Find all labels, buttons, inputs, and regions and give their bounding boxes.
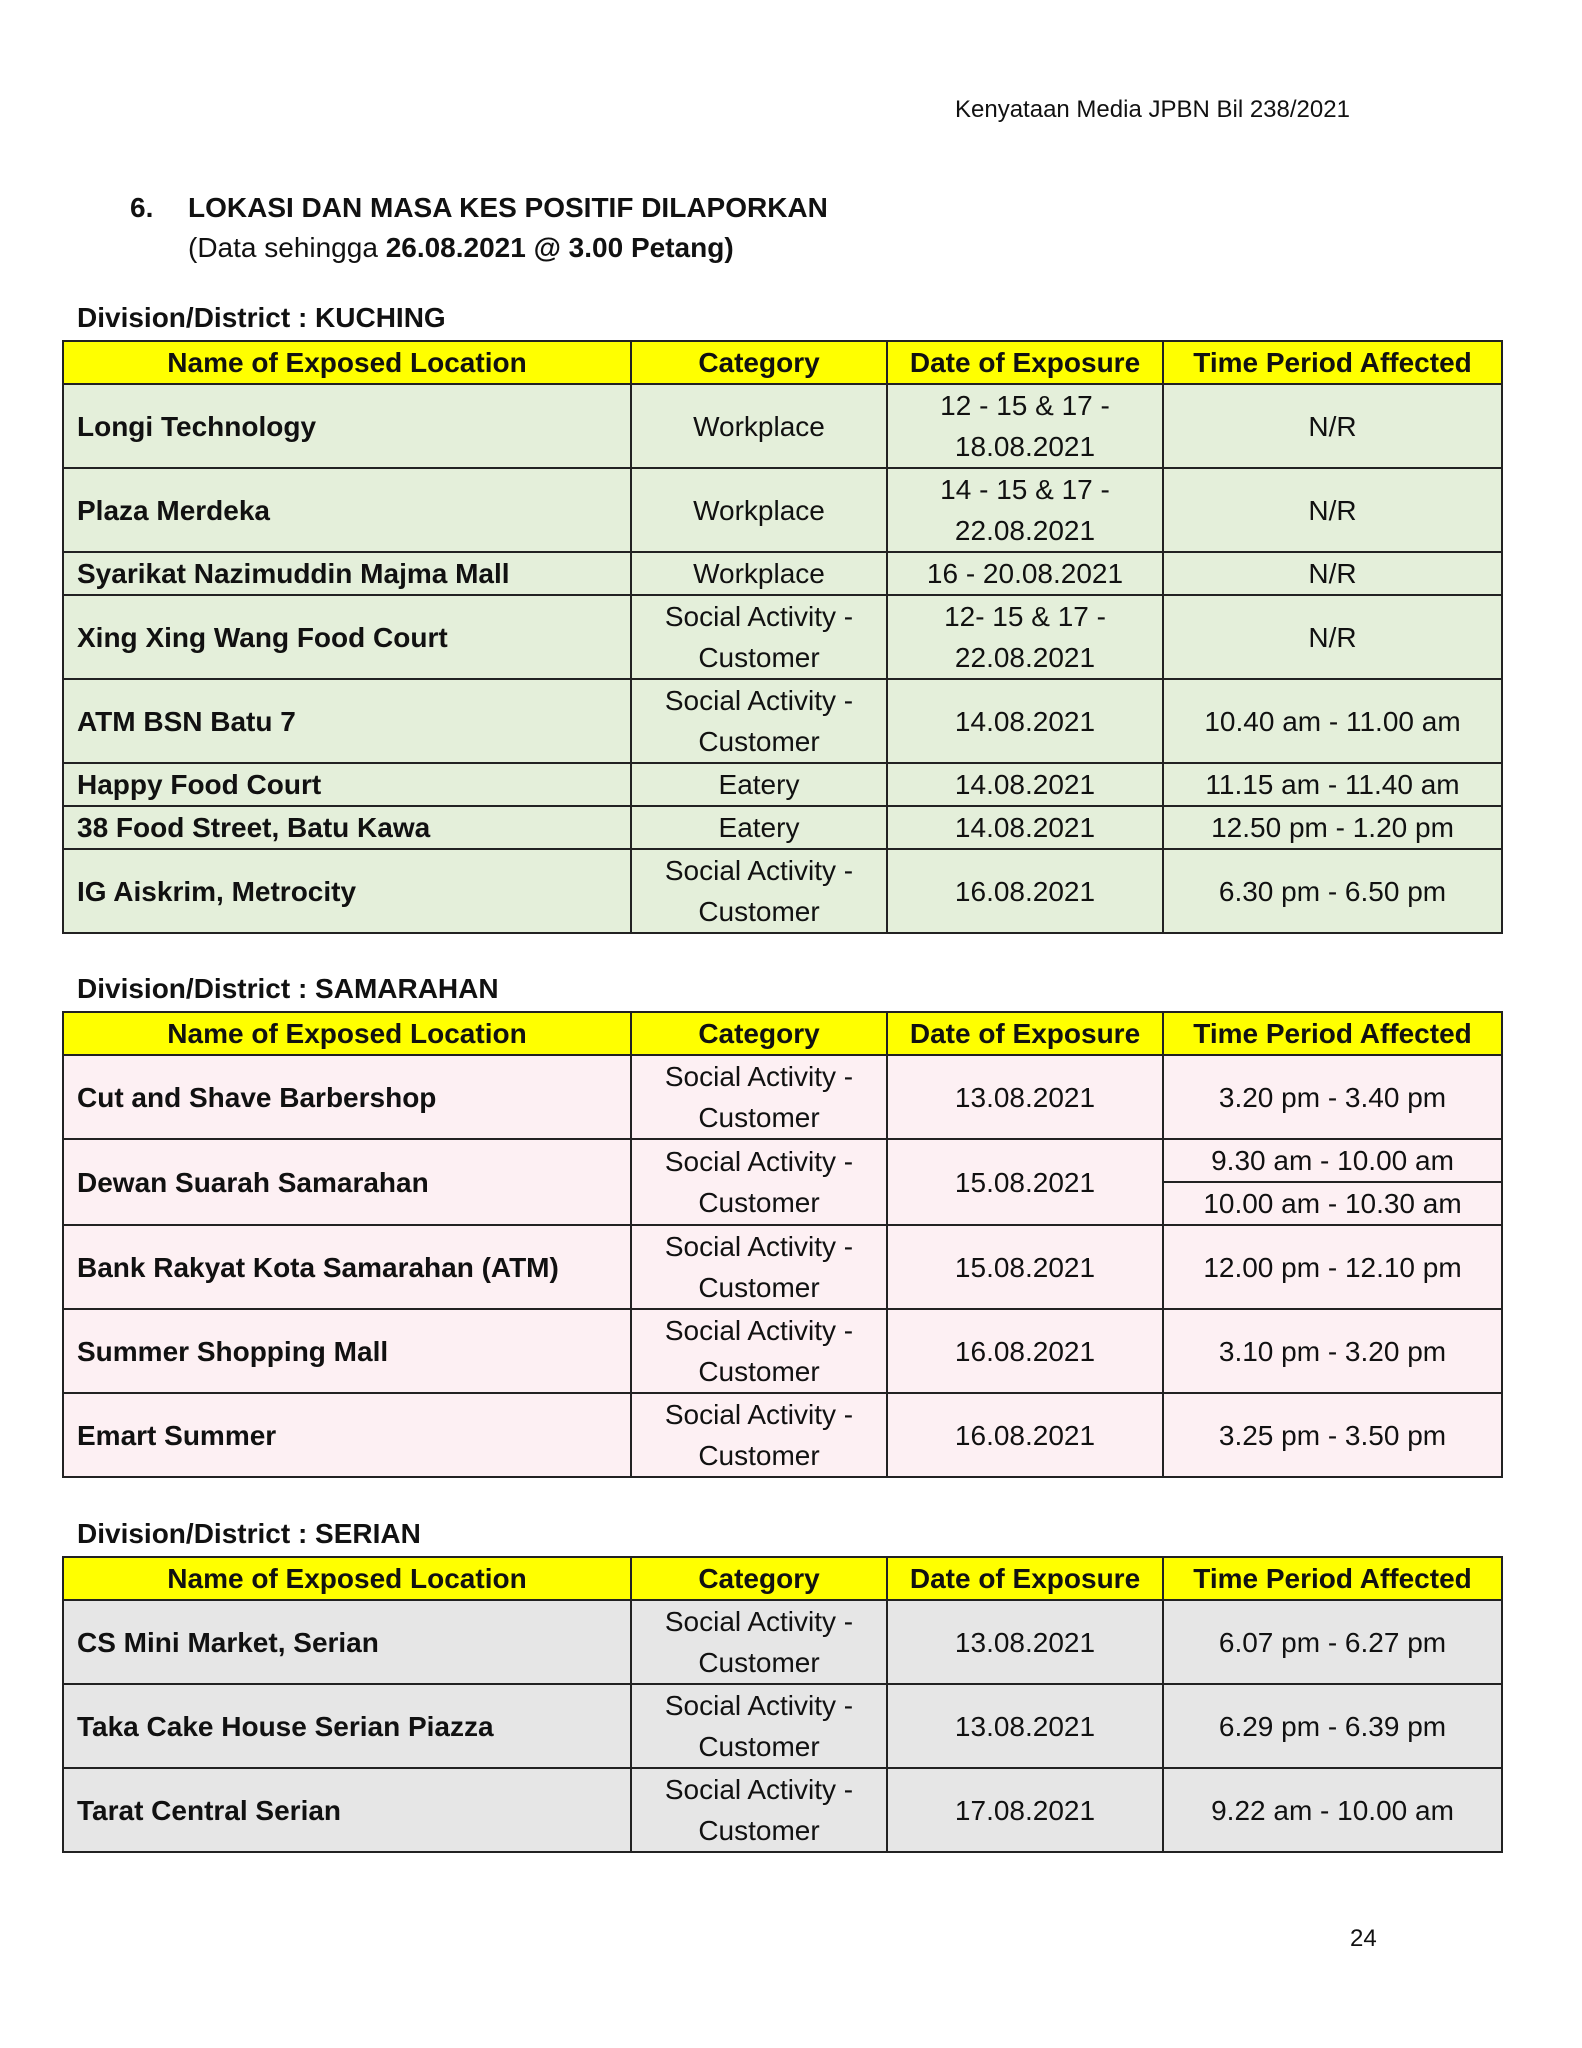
time-period-cell: 11.15 am - 11.40 am	[1163, 763, 1502, 806]
category-text: Social Activity -	[664, 1399, 854, 1430]
column-header-time: Time Period Affected	[1163, 1557, 1502, 1600]
column-header-category: Category	[631, 1012, 887, 1055]
category-cell	[631, 1684, 887, 1768]
date-text: 16.08.2021	[954, 875, 1096, 907]
date-cell	[887, 1309, 1163, 1393]
table-row	[63, 384, 1502, 468]
category-text: Workplace	[693, 410, 825, 442]
location-name-cell: Tarat Central Serian	[63, 1768, 631, 1852]
section-subtitle	[188, 232, 734, 264]
serian-table	[62, 1556, 1503, 1853]
date-cell	[887, 763, 1163, 806]
date-text: 16 - 20.08.2021	[926, 558, 1124, 589]
table-row	[63, 1768, 1502, 1852]
category-cell	[631, 1139, 887, 1225]
date-cell	[887, 1768, 1163, 1852]
date-text: 14 - 15 & 17 -	[940, 474, 1110, 505]
table-row	[63, 849, 1502, 933]
location-name-cell: Plaza Merdeka	[63, 468, 631, 552]
time-period-cell: N/R	[1163, 552, 1502, 595]
date-cell	[887, 1055, 1163, 1139]
location-name-cell: Emart Summer	[63, 1393, 631, 1477]
date-cell	[887, 595, 1163, 679]
district-heading-serian: Division/District : SERIAN	[77, 1518, 421, 1549]
date-text: 16.08.2021	[954, 1335, 1096, 1367]
category-text: Customer	[698, 1440, 820, 1471]
column-header-category: Category	[631, 1557, 887, 1600]
date-text: 12- 15 & 17 -	[944, 601, 1106, 632]
time-period-cell: 3.10 pm - 3.20 pm	[1163, 1309, 1502, 1393]
category-text: Social Activity -	[664, 1146, 854, 1177]
table-row	[63, 1225, 1502, 1309]
category-text: Social Activity -	[664, 1690, 854, 1721]
section-title-text: LOKASI DAN MASA KES POSITIF DILAPORKAN	[188, 192, 828, 223]
samarahan-table	[62, 1011, 1503, 1478]
date-cell	[887, 552, 1163, 595]
table-row	[63, 763, 1502, 806]
time-period-cell: 10.40 am - 11.00 am	[1163, 679, 1502, 763]
date-text: 14.08.2021	[954, 705, 1096, 737]
category-cell	[631, 1600, 887, 1684]
date-cell	[887, 1393, 1163, 1477]
category-text: Customer	[698, 1102, 820, 1133]
location-name-cell: IG Aiskrim, Metrocity	[63, 849, 631, 933]
date-cell	[887, 1684, 1163, 1768]
category-text: Social Activity -	[664, 1606, 854, 1637]
location-name-cell: Dewan Suarah Samarahan	[63, 1139, 631, 1225]
date-text: 22.08.2021	[954, 515, 1096, 546]
category-cell	[631, 468, 887, 552]
category-text: Customer	[698, 896, 820, 927]
column-header-date: Date of Exposure	[887, 1012, 1163, 1055]
table-row	[63, 468, 1502, 552]
date-text: 17.08.2021	[954, 1794, 1096, 1826]
category-text: Eatery	[718, 812, 800, 843]
date-text: 16.08.2021	[954, 1419, 1096, 1451]
time-period-cell: 9.22 am - 10.00 am	[1163, 1768, 1502, 1852]
date-text: 14.08.2021	[954, 769, 1096, 800]
location-name-cell: CS Mini Market, Serian	[63, 1600, 631, 1684]
date-cell	[887, 384, 1163, 468]
location-name-cell: Taka Cake House Serian Piazza	[63, 1684, 631, 1768]
category-text: Eatery	[718, 769, 800, 800]
location-name-cell: Xing Xing Wang Food Court	[63, 595, 631, 679]
date-cell	[887, 849, 1163, 933]
location-name-cell: 38 Food Street, Batu Kawa	[63, 806, 631, 849]
table-header-row	[63, 1012, 1502, 1055]
date-cell	[887, 1139, 1163, 1225]
location-name-cell: Summer Shopping Mall	[63, 1309, 631, 1393]
category-text: Social Activity -	[664, 685, 854, 716]
table-row	[63, 595, 1502, 679]
location-name-cell: Cut and Shave Barbershop	[63, 1055, 631, 1139]
column-header-date: Date of Exposure	[887, 341, 1163, 384]
date-cell	[887, 468, 1163, 552]
category-cell	[631, 849, 887, 933]
time-period-cell: N/R	[1163, 468, 1502, 552]
date-cell	[887, 679, 1163, 763]
date-text: 15.08.2021	[954, 1166, 1096, 1198]
table-row	[63, 1309, 1502, 1393]
kuching-table	[62, 340, 1503, 934]
category-text: Social Activity -	[664, 1315, 854, 1346]
location-name-cell: ATM BSN Batu 7	[63, 679, 631, 763]
time-period-cell: 12.50 pm - 1.20 pm	[1163, 806, 1502, 849]
date-cell	[887, 806, 1163, 849]
column-header-location: Name of Exposed Location	[63, 1557, 631, 1600]
date-cell	[887, 1225, 1163, 1309]
category-text: Social Activity -	[664, 1231, 854, 1262]
column-header-location: Name of Exposed Location	[63, 341, 631, 384]
date-text: 13.08.2021	[954, 1710, 1096, 1742]
date-text: 12 - 15 & 17 -	[940, 390, 1110, 421]
table-header-row	[63, 1557, 1502, 1600]
column-header-location: Name of Exposed Location	[63, 1012, 631, 1055]
category-text: Customer	[698, 1272, 820, 1303]
column-header-time: Time Period Affected	[1163, 341, 1502, 384]
category-cell	[631, 595, 887, 679]
category-cell	[631, 384, 887, 468]
category-text: Workplace	[693, 558, 825, 589]
category-text: Customer	[698, 642, 820, 673]
category-text: Customer	[698, 1815, 820, 1846]
column-header-time: Time Period Affected	[1163, 1012, 1502, 1055]
table-row	[63, 679, 1502, 763]
category-text: Social Activity -	[664, 855, 854, 886]
time-period-cell: N/R	[1163, 384, 1502, 468]
category-text: Customer	[698, 1647, 820, 1678]
time-period-cell: N/R	[1163, 595, 1502, 679]
district-heading-samarahan: Division/District : SAMARAHAN	[77, 973, 499, 1004]
time-period-cell: 9.30 am - 10.00 am	[1163, 1139, 1502, 1182]
category-cell	[631, 1225, 887, 1309]
table-row	[63, 1139, 1502, 1182]
page-number: 24	[1350, 1925, 1377, 1952]
time-period-cell: 3.20 pm - 3.40 pm	[1163, 1055, 1502, 1139]
time-period-cell: 10.00 am - 10.30 am	[1163, 1182, 1502, 1225]
category-cell	[631, 679, 887, 763]
table-row	[63, 1393, 1502, 1477]
location-name-cell: Bank Rakyat Kota Samarahan (ATM)	[63, 1225, 631, 1309]
section-heading	[130, 192, 828, 224]
subtitle-prefix: (Data sehingga	[188, 232, 386, 263]
location-name-cell: Happy Food Court	[63, 763, 631, 806]
category-text: Social Activity -	[664, 1061, 854, 1092]
category-cell	[631, 1768, 887, 1852]
table-row	[63, 552, 1502, 595]
document-reference: Kenyataan Media JPBN Bil 238/2021	[955, 96, 1350, 123]
subtitle-date: 26.08.2021 @ 3.00 Petang)	[385, 232, 734, 263]
category-text: Social Activity -	[664, 601, 854, 632]
category-cell	[631, 552, 887, 595]
time-period-cell: 6.30 pm - 6.50 pm	[1163, 849, 1502, 933]
table-row	[63, 1684, 1502, 1768]
location-name-cell: Longi Technology	[63, 384, 631, 468]
category-text: Customer	[698, 1187, 820, 1218]
table-row	[63, 1600, 1502, 1684]
category-cell	[631, 1055, 887, 1139]
date-text: 14.08.2021	[954, 812, 1096, 843]
district-heading-kuching: Division/District : KUCHING	[77, 302, 446, 333]
category-cell	[631, 1393, 887, 1477]
time-period-cell: 3.25 pm - 3.50 pm	[1163, 1393, 1502, 1477]
time-period-cell: 6.29 pm - 6.39 pm	[1163, 1684, 1502, 1768]
date-text: 13.08.2021	[954, 1626, 1096, 1658]
date-text: 22.08.2021	[954, 642, 1096, 673]
location-name-cell: Syarikat Nazimuddin Majma Mall	[63, 552, 631, 595]
category-cell	[631, 763, 887, 806]
date-text: 15.08.2021	[954, 1251, 1096, 1283]
category-text: Customer	[698, 1731, 820, 1762]
category-text: Social Activity -	[664, 1774, 854, 1805]
date-text: 18.08.2021	[954, 431, 1096, 462]
column-header-category: Category	[631, 341, 887, 384]
date-cell	[887, 1600, 1163, 1684]
category-cell	[631, 1309, 887, 1393]
time-period-cell: 6.07 pm - 6.27 pm	[1163, 1600, 1502, 1684]
column-header-date: Date of Exposure	[887, 1557, 1163, 1600]
category-text: Workplace	[693, 494, 825, 526]
table-row	[63, 806, 1502, 849]
time-period-cell: 12.00 pm - 12.10 pm	[1163, 1225, 1502, 1309]
table-row	[63, 1055, 1502, 1139]
category-text: Customer	[698, 726, 820, 757]
section-number: 6.	[130, 192, 154, 223]
category-cell	[631, 806, 887, 849]
table-header-row	[63, 341, 1502, 384]
category-text: Customer	[698, 1356, 820, 1387]
date-text: 13.08.2021	[954, 1081, 1096, 1113]
